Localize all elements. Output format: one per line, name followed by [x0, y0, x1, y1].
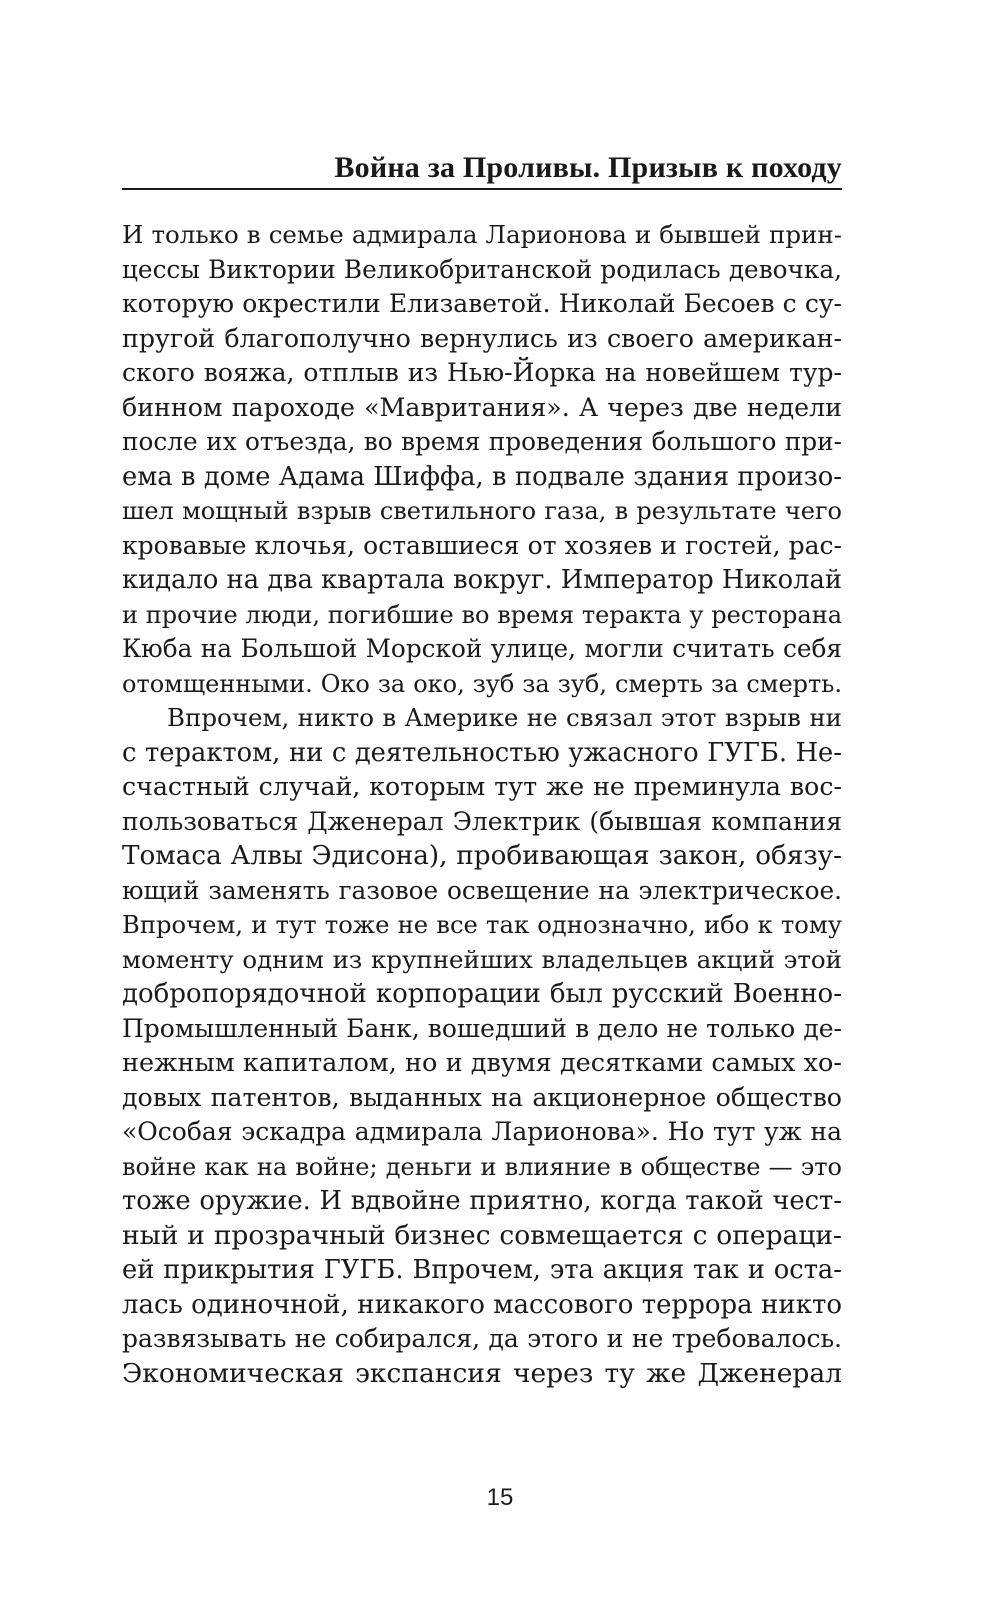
- text-line: счастный случай, которым тут же не преминула вос-: [122, 772, 842, 801]
- paragraph-first-line: Впрочем, никто в Америке не связал этот взрыв ни: [167, 703, 842, 732]
- text-line: бинном пароходе «Мавритания». А через две недели: [122, 392, 842, 422]
- body-text: [122, 218, 842, 1391]
- running-head: Война за Проливы. Призыв к походу: [334, 151, 842, 184]
- text-line: добропорядочной корпорации был русский Военно-: [122, 979, 842, 1009]
- text-line: «Особая эскадра адмирала Ларионова». Но тут уж на: [122, 1117, 842, 1146]
- page-number: 15: [486, 1484, 514, 1511]
- text-line: ный и прозрачный бизнес совмещается с операци-: [122, 1219, 842, 1251]
- text-line: Томаса Алвы Эдисона), пробивающая закон, обязу-: [122, 841, 842, 871]
- text-line: моменту одним из крупнейших владельцев акций этой: [122, 944, 842, 974]
- text-line: пользоваться Дженерал Электрик (бывшая компания: [122, 806, 842, 836]
- text-line: Промышленный Банк, вошедший в дело не только де-: [122, 1013, 842, 1043]
- text-line: цессы Виктории Великобританской родилась девочка,: [122, 254, 842, 284]
- header-rule: [122, 188, 842, 190]
- text-line: ема в доме Адама Шиффа, в подвале здания произо-: [122, 461, 842, 492]
- text-line: ского вояжа, отплыв из Нью-Йорка на новейшем тур-: [122, 358, 842, 387]
- text-line: Впрочем, и тут тоже не все так однозначно, ибо к тому: [122, 910, 842, 939]
- text-line: с терактом, ни с деятельностью ужасного ГУГБ. Не-: [122, 737, 842, 768]
- text-line: после их отъезда, во время проведения большого при-: [122, 427, 842, 456]
- text-line: развязывать не собирался, да этого и не требовалось.: [122, 1324, 842, 1353]
- text-line: кровавые клочья, оставшиеся от хозяев и гостей, рас-: [122, 530, 842, 560]
- text-line: довых патентов, выданных на акционерное общество: [122, 1082, 842, 1112]
- text-line: нежным капиталом, но и двумя десятками самых хо-: [122, 1048, 842, 1078]
- text-line: и прочие люди, погибшие во время теракта у ресторана: [122, 600, 842, 629]
- text-line: И только в семье адмирала Ларионова и бывшей прин-: [122, 220, 842, 249]
- text-line: Экономическая экспансия через ту же Дженерал: [122, 1357, 842, 1389]
- text-line: пругой благополучно вернулись из своего американ-: [122, 323, 842, 353]
- text-line: тоже оружие. И вдвойне приятно, когда такой чест-: [122, 1186, 842, 1216]
- text-line: Кюба на Большой Морской улице, могли считать себя: [122, 634, 842, 663]
- paragraph-last-line: отомщенными. Око за око, зуб за зуб, смерть за смерть.: [122, 669, 842, 698]
- text-line: шел мощный взрыв светильного газа, в результате чего: [122, 497, 842, 525]
- text-line: ей прикрытия ГУГБ. Впрочем, эта акция так и оста-: [122, 1255, 842, 1285]
- text-line: кидало на два квартала вокруг. Император Николай: [122, 565, 842, 595]
- text-line: войне как на войне; деньги и влияние в обществе — это: [122, 1152, 842, 1181]
- text-line: которую окрестили Елизаветой. Николай Бесоев с су-: [122, 289, 842, 318]
- text-line: лась одиночной, никакого массового террора никто: [122, 1289, 842, 1320]
- text-line: ющий заменять газовое освещение на электрическое.: [122, 875, 842, 905]
